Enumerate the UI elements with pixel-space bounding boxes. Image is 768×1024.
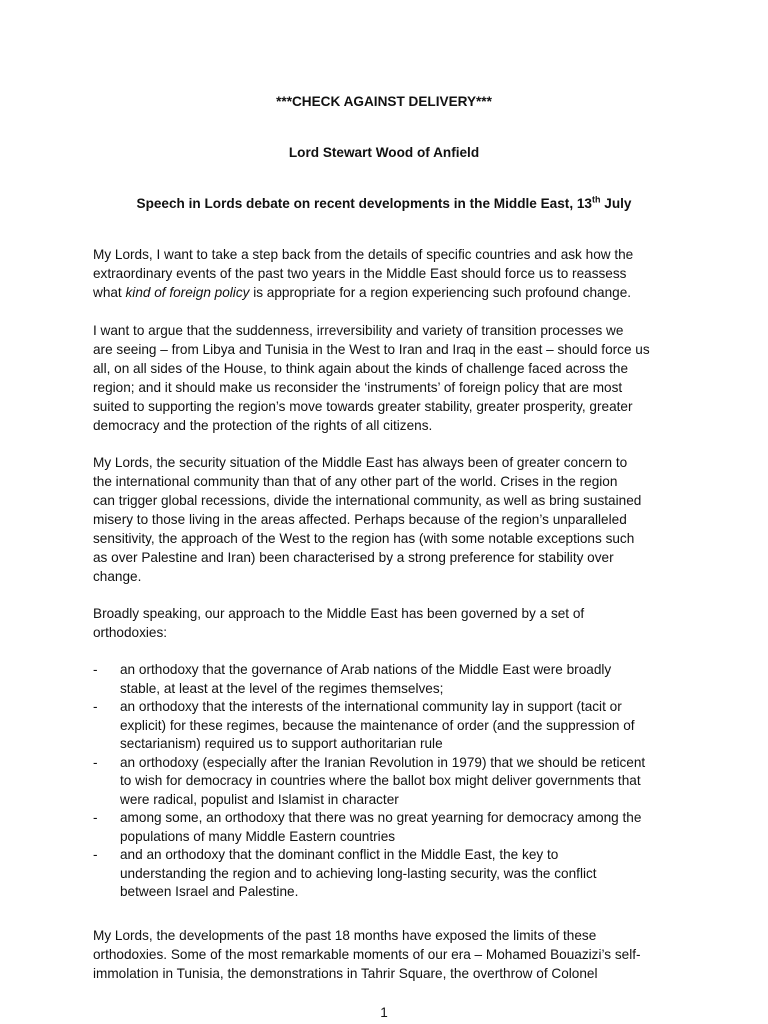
- paragraph-line: My Lords, the security situation of the Middle East has always been of greater concern to: [93, 455, 628, 470]
- paragraph-line: all, on all sides of the House, to think again about the kinds of challenge faced across the: [93, 361, 629, 376]
- list-item: [93, 846, 693, 902]
- list-dash: -: [93, 662, 98, 677]
- paragraph-line: misery to those living in the areas affected. Perhaps because of the region’s unparalleled: [93, 512, 627, 527]
- list-item-line: understanding the region and to achieving long-lasting security, was the conflict: [120, 865, 597, 881]
- list-item-line: stable, at least at the level of the regimes themselves;: [120, 680, 444, 696]
- list-item-line: an orthodoxy that the interests of the international community lay in support (tacit or: [120, 699, 622, 714]
- list-item-line: among some, an orthodoxy that there was no great yearning for democracy among the: [120, 810, 642, 825]
- paragraph-line: the international community than that of any other part of the world. Crises in the region: [93, 474, 618, 489]
- paragraph-line: orthodoxies:: [93, 625, 168, 640]
- list-item: [93, 754, 693, 810]
- paragraph-line: suited to supporting the region’s move towards greater stability, greater prosperity, greater: [93, 399, 633, 414]
- list-item-line: an orthodoxy that the governance of Arab nations of the Middle East were broadly: [120, 662, 612, 677]
- list-item-line: and an orthodoxy that the dominant conflict in the Middle East, the key to: [120, 847, 559, 862]
- paragraph-4: [93, 604, 693, 642]
- speech-title: [0, 196, 768, 211]
- paragraph-line: [93, 283, 693, 302]
- paragraph-line: are seeing – from Libya and Tunisia in the West to Iran and Iraq in the east – should force us: [93, 342, 650, 357]
- paragraph-line: region; and it should make us reconsider the ‘instruments’ of foreign policy that are most: [93, 380, 623, 395]
- orthodoxies-list: [93, 661, 693, 902]
- speech-title-superscript: th: [592, 194, 601, 205]
- paragraph-text: what: [93, 285, 126, 300]
- paragraph-1: [93, 245, 693, 302]
- paragraph-line: My Lords, the developments of the past 18 months have exposed the limits of these: [93, 928, 597, 943]
- speech-title-end: July: [600, 196, 632, 211]
- page-number: 1: [380, 1005, 388, 1020]
- paragraph-5: [93, 926, 693, 983]
- list-item-line: to wish for democracy in countries where the ballot box might deliver governments that: [120, 773, 641, 788]
- speech-title-text: Speech in Lords debate on recent developments in the Middle East, 13: [136, 196, 592, 211]
- list-item: [93, 698, 693, 754]
- list-item-line: populations of many Middle Eastern countries: [120, 828, 396, 844]
- paragraph-line: I want to argue that the suddenness, irreversibility and variety of transition processes we: [93, 323, 624, 338]
- speaker-name: Lord Stewart Wood of Anfield: [288, 145, 480, 160]
- paragraph-line: immolation in Tunisia, the demonstrations in Tahrir Square, the overthrow of Colonel: [93, 966, 598, 981]
- paragraph-line: Broadly speaking, our approach to the Middle East has been governed by a set of: [93, 606, 585, 621]
- paragraph-text: is appropriate for a region experiencing such profound change.: [249, 285, 632, 300]
- list-item-line: were radical, populist and Islamist in character: [120, 791, 399, 807]
- paragraph-line: as over Palestine and Iran) been characterised by a strong preference for stability over: [93, 550, 614, 565]
- list-item-line: between Israel and Palestine.: [120, 884, 299, 899]
- paragraph-line: change.: [93, 569, 142, 584]
- emphasis-text: kind of foreign policy: [125, 285, 250, 300]
- list-item: [93, 809, 693, 846]
- list-item-line: sectarianism) required us to support authoritarian rule: [120, 736, 443, 751]
- list-dash: -: [93, 810, 98, 825]
- paragraph-3: [93, 453, 693, 586]
- list-dash: -: [93, 699, 98, 714]
- paragraph-line: can trigger global recessions, divide the international community, as well as bring sustained: [93, 493, 642, 508]
- paragraph-line: My Lords, I want to take a step back from the details of specific countries and ask how the: [93, 247, 634, 262]
- list-dash: -: [93, 847, 98, 862]
- check-against-delivery-notice: ***CHECK AGAINST DELIVERY***: [276, 94, 492, 109]
- paragraph-line: orthodoxies. Some of the most remarkable moments of our era – Mohamed Bouazizi’s self-: [93, 947, 641, 962]
- list-dash: -: [93, 754, 98, 770]
- paragraph-line: extraordinary events of the past two years in the Middle East should force us to reassess: [93, 266, 627, 281]
- list-item-line: an orthodoxy (especially after the Iranian Revolution in 1979) that we should be reticent: [120, 754, 646, 770]
- paragraph-2: [93, 321, 693, 435]
- list-item: [93, 661, 693, 698]
- list-item-line: explicit) for these regimes, because the maintenance of order (and the suppression of: [120, 717, 635, 733]
- paragraph-line: democracy and the protection of the rights of all citizens.: [93, 418, 433, 433]
- paragraph-line: sensitivity, the approach of the West to the region has (with some notable exceptions such: [93, 531, 635, 546]
